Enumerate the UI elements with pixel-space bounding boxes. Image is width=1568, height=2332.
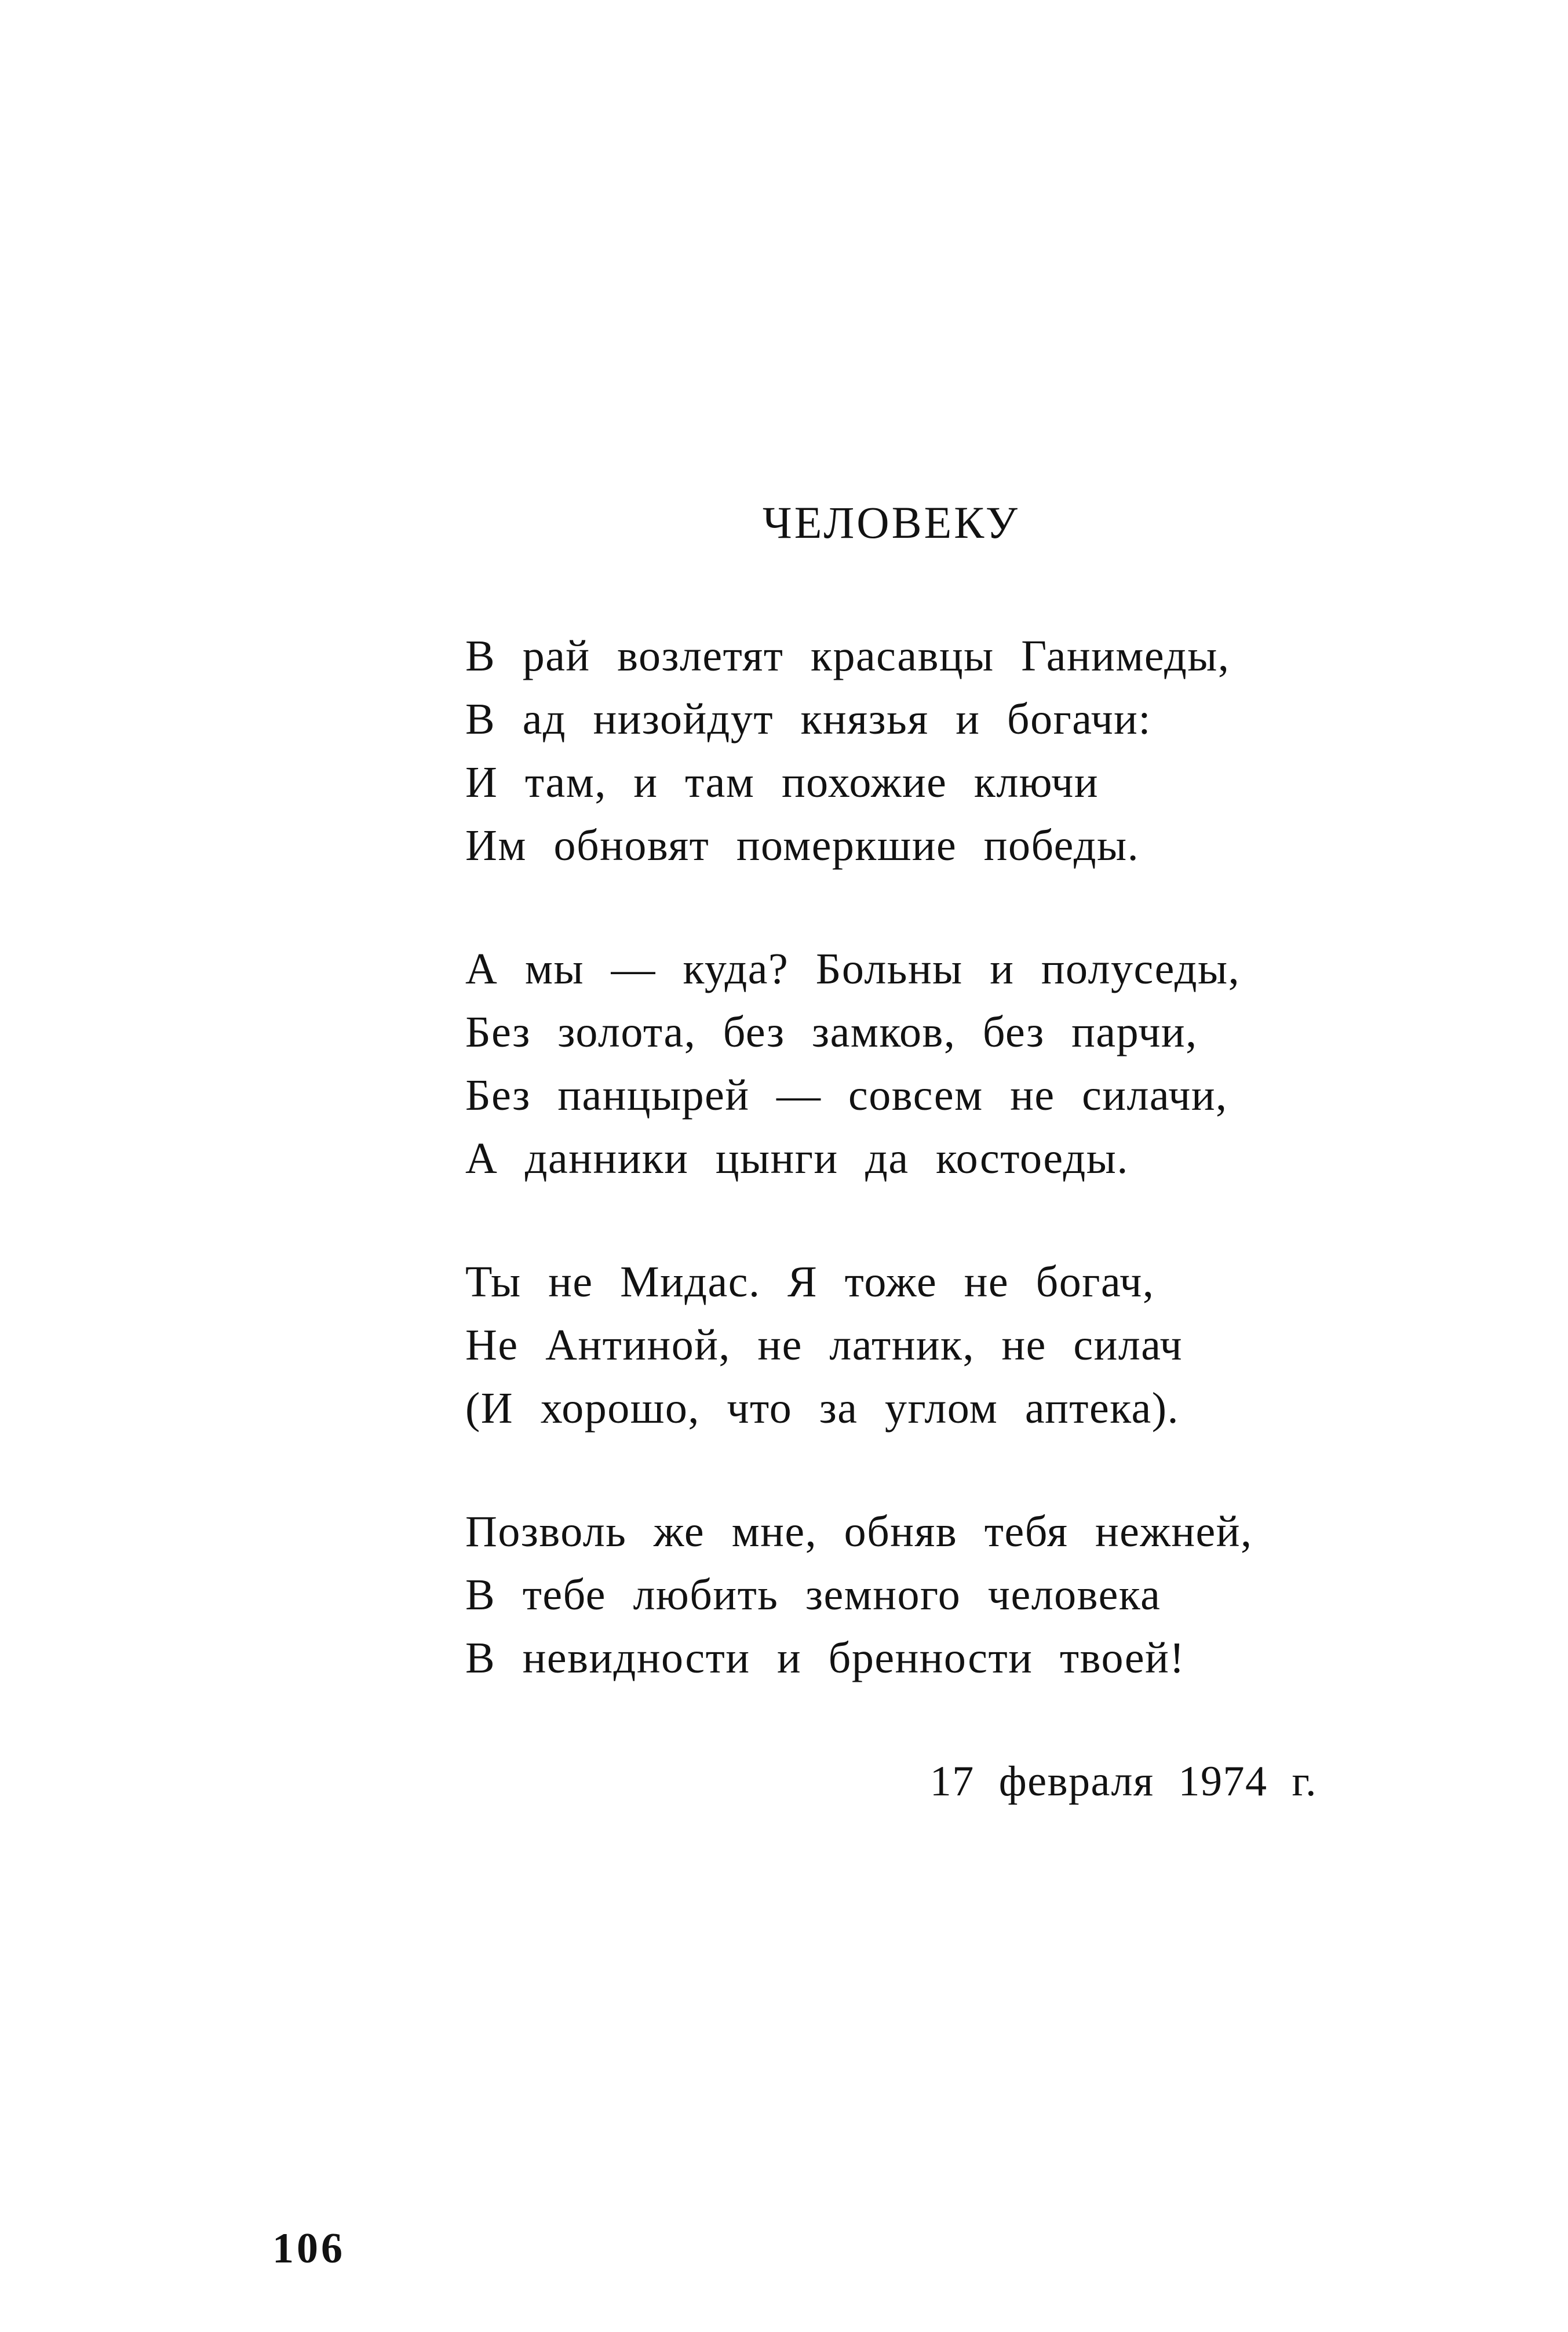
poem-line: Позволь же мне, обняв тебя нежней, (465, 1507, 1253, 1556)
poem-line: Ты не Мидас. Я тоже не богач, (465, 1258, 1155, 1306)
poem-text-block (465, 496, 1317, 1813)
poem-line: В тебе любить земного человека (465, 1571, 1161, 1619)
poem-line: А мы — куда? Больны и полуседы, (465, 945, 1241, 993)
poem-body (465, 625, 1317, 1690)
stanza-2 (465, 938, 1317, 1190)
stanza-3 (465, 1251, 1317, 1440)
poem-line: (И хорошо, что за углом аптека). (465, 1384, 1180, 1433)
poem-line: В невидности и бренности твоей! (465, 1634, 1186, 1682)
poem-line: В ад низойдут князья и богачи: (465, 695, 1151, 744)
poem-line: И там, и там похожие ключи (465, 758, 1099, 807)
poem-date: 17 февраля 1974 г. (929, 1758, 1317, 1805)
poem-line: А данники цынги да костоеды. (465, 1134, 1129, 1183)
poem-line: Без панцырей — совсем не силачи, (465, 1071, 1228, 1120)
page-number: 106 (272, 2225, 345, 2272)
poem-line: Не Антиной, не латник, не силач (465, 1321, 1183, 1369)
poem-line: Им обновят померкшие победы. (465, 821, 1140, 870)
poem-line: В рай возлетят красавцы Ганимеды, (465, 632, 1230, 680)
poem-title: ЧЕЛОВЕКУ (763, 497, 1020, 548)
stanza-1 (465, 625, 1317, 877)
stanza-4 (465, 1500, 1317, 1690)
poem-line: Без золота, без замков, без парчи, (465, 1008, 1198, 1056)
